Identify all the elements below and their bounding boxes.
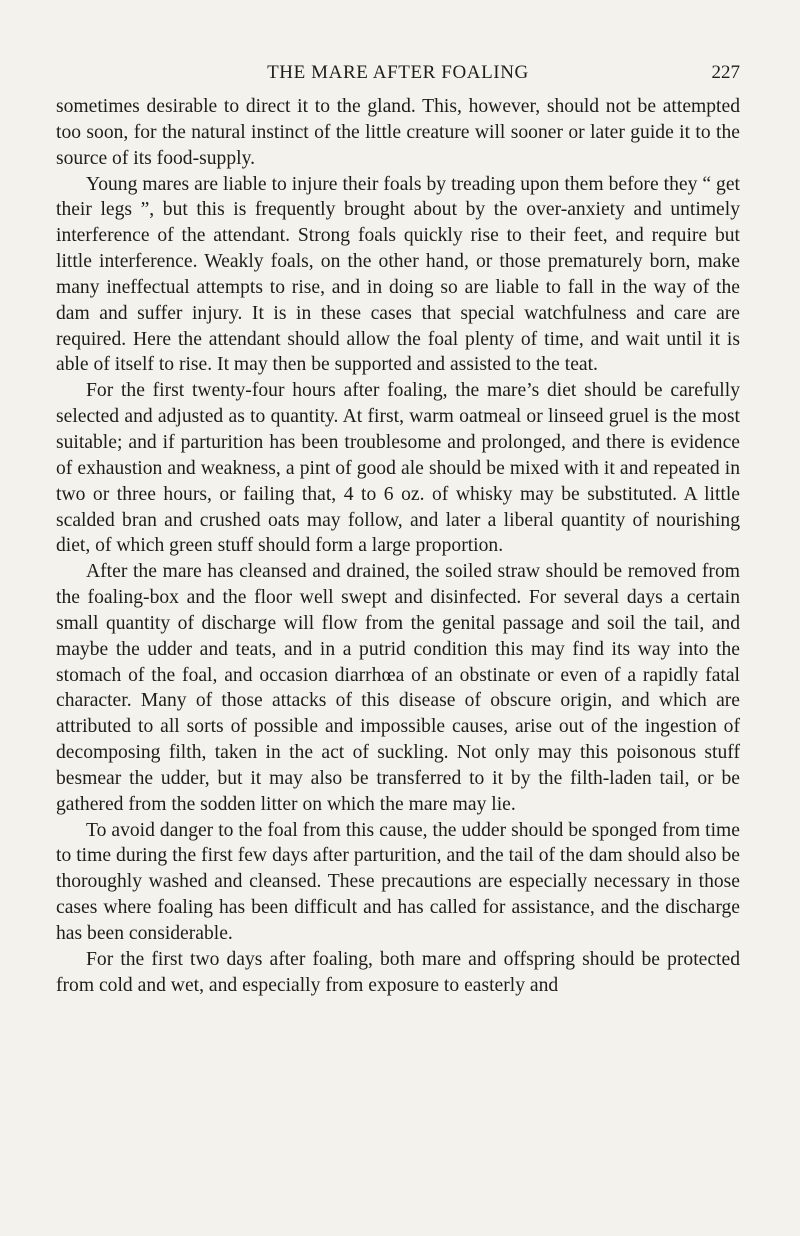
running-title: THE MARE AFTER FOALING bbox=[267, 62, 529, 83]
page-number: 227 bbox=[711, 62, 740, 83]
paragraph-continued: sometimes desirable to direct it to the gland. This, however, should not be attempted too soon, for the natural instinct of the little creature will sooner or later guide it to the source of its food-supply. bbox=[56, 96, 740, 169]
body-text bbox=[56, 94, 740, 999]
book-page bbox=[56, 60, 740, 999]
paragraph: For the first twenty-four hours after foaling, the mare’s diet should be carefully selected and adjusted as to quantity. At first, warm oatmeal or linseed gruel is the most suitable; and if parturition has been troublesome and prolonged, and there is evidence of exhaustion and weakness, a pint of good ale should be mixed with it and repeated in two or three hours, or failing that, 4 to 6 oz. of whisky may be substituted. A little scalded bran and crushed oats may follow, and later a liberal quantity of nourishing diet, of which green stuff should form a large proportion. bbox=[56, 380, 740, 557]
paragraph: For the first two days after foaling, both mare and offspring should be protected from cold and wet, and especially from exposure to easterly and bbox=[56, 948, 740, 996]
paragraph: After the mare has cleansed and drained, the soiled straw should be removed from the foaling-box and the floor well swept and disinfected. For several days a certain small quantity of discharge will flow from the genital passage and soil the tail, and maybe the udder and teats, and in a putrid condition this may find its way into the stomach of the foal, and occasion diarrhœa of an obstinate or even of a rapidly fatal character. Many of those attacks of this disease of obscure origin, and which are attributed to all sorts of possible and impossible causes, arise out of the ingestion of decomposing filth, taken in the act of suckling. Not only may this poisonous stuff besmear the udder, but it may also be transferred to it by the filth-laden tail, or be gathered from the sodden litter on which the mare may lie. bbox=[56, 561, 740, 815]
paragraph: To avoid danger to the foal from this cause, the udder should be sponged from time to time during the first few days after parturition, and the tail of the dam should also be thoroughly washed and cleansed. These precautions are especially necessary in those cases where foaling has been difficult and has called for assistance, and the discharge has been considerable. bbox=[56, 819, 740, 944]
paragraph: Young mares are liable to injure their foals by treading upon them before they “ get their legs ”, but this is frequently brought about by the over-anxiety and untimely interference of the attendant. Strong foals quickly rise to their feet, and require but little interference. Weakly foals, on the other hand, or those prematurely born, make many ineffectual attempts to rise, and in doing so are liable to fall in the way of the dam and suffer injury. It is in these cases that special watchfulness and care are required. Here the attendant should allow the foal plenty of time, and wait until it is able of itself to rise. It may then be supported and assisted to the teat. bbox=[56, 173, 740, 376]
running-head bbox=[56, 60, 740, 90]
